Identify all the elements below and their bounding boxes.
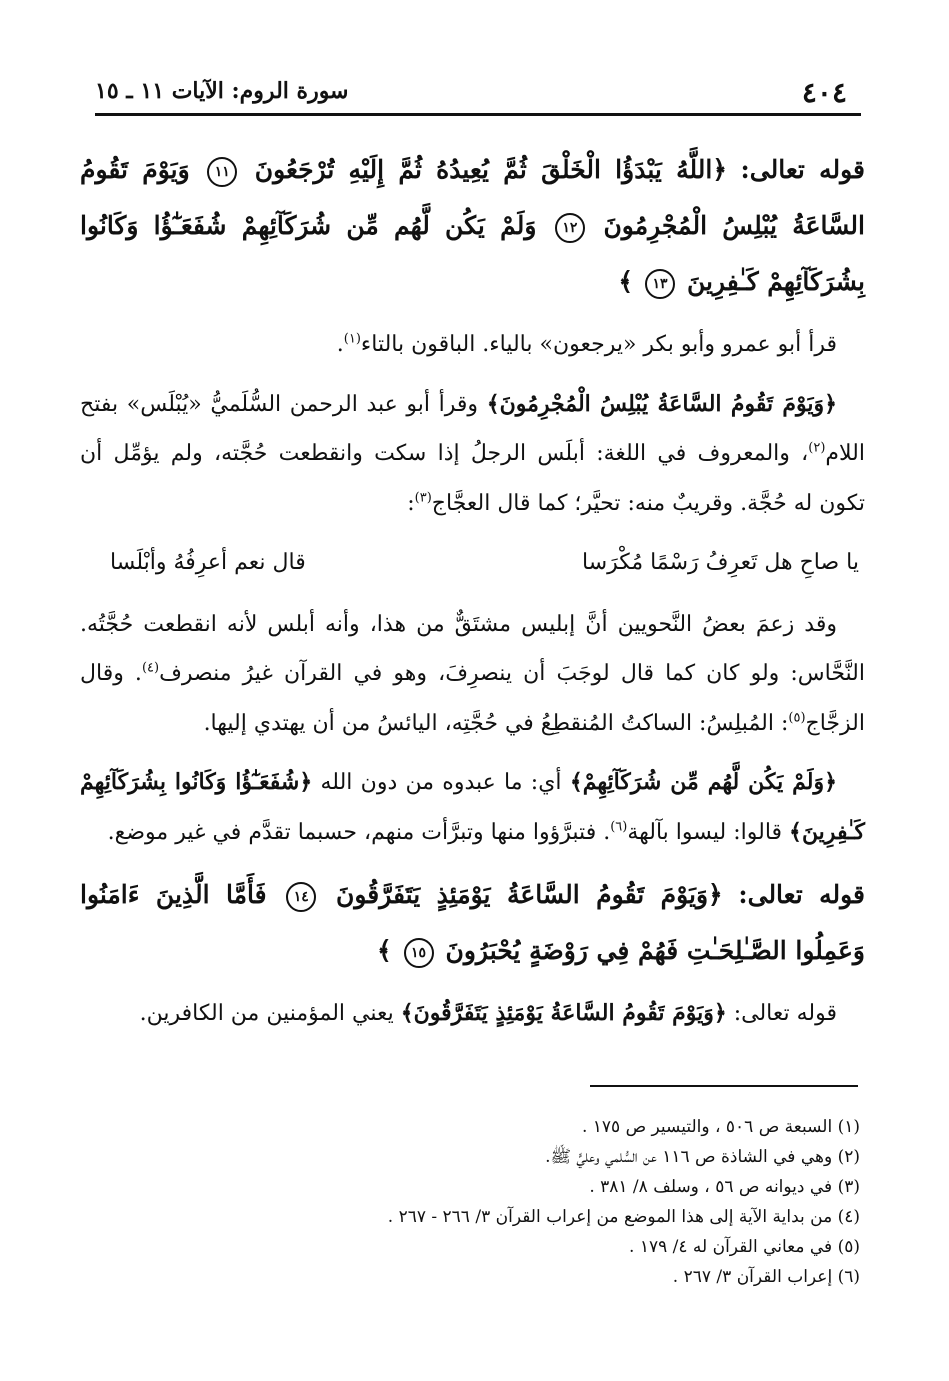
paragraph-text: أي: ما عبدوه من دون الله bbox=[312, 770, 570, 795]
verse-number-marker: ١١ bbox=[207, 157, 237, 187]
quran-verse: وَلَمْ يَكُن لَّهُم مِّن شُرَكَآئِهِمْ شُفَعَـٰٓؤُا وَكَانُوا بِشُرَكَآئِهِمْ كَـٰفِرِينَ bbox=[80, 211, 865, 296]
quran-quote: ﴿وَلَمْ يَكُن لَّهُم مِّن شُرَكَآئِهِمْ﴾ bbox=[569, 769, 837, 795]
quran-quote: ﴿وَيَوْمَ تَقُومُ السَّاعَةُ يَوْمَئِذٍ يَتَفَرَّقُونَ﴾ bbox=[400, 1000, 727, 1026]
footnote-item: (٥) في معاني القرآن له ٤/ ١٧٩ . bbox=[629, 1237, 860, 1257]
verse-number-marker: ١٥ bbox=[404, 938, 434, 968]
paragraph-text: . وقال الزجَّاج bbox=[80, 661, 865, 736]
paragraph-text: وقرأ أبو عبد الرحمن السُّلَميُّ «يُبْلَس» بفتح اللام bbox=[80, 391, 865, 466]
main-text bbox=[80, 142, 865, 1049]
paragraph-text: يعني المؤمنين من الكافرين. bbox=[139, 1001, 401, 1026]
footnote-reference: (٣) bbox=[414, 490, 432, 506]
running-title: سورة الروم: الآيات ١١ ـ ١٥ bbox=[95, 78, 349, 104]
commentary-paragraph bbox=[80, 758, 865, 857]
footnote-reference: (٥) bbox=[788, 710, 806, 726]
section-lead: قوله تعالى: bbox=[740, 155, 865, 184]
paragraph-text: ، والمعروف في اللغة: أبلَس الرجلُ إذا سكت وانقطعت حُجَّته، ولم يؤمِّل أن تكون له حُجَّة. وقريبٌ منه: تحيَّر؛ كما قال العجَّاج bbox=[80, 441, 865, 516]
verse-closing-bracket: ﴾ bbox=[376, 936, 392, 965]
quran-verse: ﴿وَيَوْمَ تَقُومُ السَّاعَةُ يَوْمَئِذٍ يَتَفَرَّقُونَ bbox=[335, 880, 723, 909]
quran-verse: فَأَمَّا الَّذِينَ ءَامَنُوا وَعَمِلُوا الصَّـٰلِحَـٰتِ فَهُمْ فِي رَوْضَةٍ يُحْبَرُونَ bbox=[80, 880, 865, 965]
poem-hemistich-second: قال نعم أعرِفُهُ وأبْلَسا bbox=[110, 550, 306, 575]
footnote-divider bbox=[590, 1085, 858, 1087]
paragraph-text: : المُبلِسُ: الساكتُ المُنقطِعُ في حُجَّتِه، اليائسُ من أن يهتدي إليها. bbox=[203, 710, 789, 736]
section-lead: قوله تعالى: bbox=[738, 880, 866, 909]
footnote-reference: (٢) bbox=[808, 440, 826, 456]
paragraph-text: قالوا: ليسوا بآلهة bbox=[627, 819, 790, 845]
commentary-paragraph bbox=[80, 989, 865, 1039]
verse-block-11-13 bbox=[80, 142, 865, 310]
paragraph-text: قوله تعالى: bbox=[726, 1001, 837, 1026]
verse-block-14-15 bbox=[80, 867, 865, 979]
paragraph-text: . bbox=[336, 332, 344, 357]
footnote-item: (٢) وهي في الشاذة ص ١١٦ عن السُّلمي وعليٍّ ﷺ. bbox=[545, 1147, 860, 1167]
quran-quote: ﴿شُفَعَـٰٓؤُا وَكَانُوا بِشُرَكَآئِهِمْ كَـٰفِرِينَ﴾ bbox=[80, 769, 865, 845]
footnote-item: (١) السبعة ص ٥٠٦ ، والتيسير ص ١٧٥ . bbox=[581, 1117, 860, 1137]
page-header bbox=[95, 72, 861, 116]
footnote-item: (٤) من بداية الآية إلى هذا الموضع من إعراب القرآن ٣/ ٢٦٦ - ٢٦٧ . bbox=[387, 1207, 860, 1227]
paragraph-text: . فتبرَّؤوا منها وتبرَّأت منهم، حسبما تقدَّم في غير موضع. bbox=[107, 819, 611, 845]
footnote-reference: (١) bbox=[343, 331, 361, 347]
paragraph-text: : bbox=[407, 490, 415, 516]
commentary-paragraph bbox=[80, 600, 865, 749]
verse-number-marker: ١٤ bbox=[286, 882, 316, 912]
quran-quote: ﴿وَيَوْمَ تَقُومُ السَّاعَةُ يُبْلِسُ الْمُجْرِمُونَ﴾ bbox=[486, 390, 837, 417]
paragraph-text: قرأ أبو عمرو وأبو بكر «يرجعون» بالياء. الباقون بالتاء bbox=[360, 332, 837, 357]
commentary-paragraph bbox=[80, 320, 865, 370]
footnote-item: (٣) في ديوانه ص ٥٦ ، وسلف ٨/ ٣٨١ . bbox=[589, 1177, 860, 1197]
paragraph-text: وقد زعمَ بعضُ النَّحويين أنَّ إبليس مشتَقٌّ من هذا، وأنه أبلس لأنه انقطعت حُجَّتُه. النَّحَّاس: ولو كان كما قال لوجَبَ أن ينصرِفَ، وهو في القرآن غيرُ منصرف bbox=[80, 611, 865, 686]
footnote-item: (٦) إعراب القرآن ٣/ ٢٦٧ . bbox=[672, 1267, 860, 1287]
footnotes bbox=[80, 1112, 860, 1292]
poem-verse bbox=[80, 538, 865, 588]
footnote-reference: (٦) bbox=[610, 819, 628, 835]
quran-verse: ﴿اللَّهُ يَبْدَؤُا الْخَلْقَ ثُمَّ يُعِيدُهُ ثُمَّ إِلَيْهِ تُرْجَعُونَ bbox=[254, 155, 727, 184]
verse-closing-bracket: ﴾ bbox=[618, 267, 634, 296]
poem-hemistich-first: يا صاحِ هل تَعرِفُ رَسْمًا مُكْرَسا bbox=[581, 550, 859, 575]
footnote-reference: (٤) bbox=[141, 660, 160, 676]
commentary-paragraph bbox=[80, 380, 865, 529]
verse-number-marker: ١٢ bbox=[555, 213, 585, 243]
verse-number-marker: ١٣ bbox=[645, 269, 675, 299]
page-number: ٤٠٤ bbox=[801, 76, 847, 109]
quran-verse: وَيَوْمَ تَقُومُ السَّاعَةُ يُبْلِسُ الْمُجْرِمُونَ bbox=[80, 155, 865, 240]
header-divider bbox=[95, 113, 861, 116]
